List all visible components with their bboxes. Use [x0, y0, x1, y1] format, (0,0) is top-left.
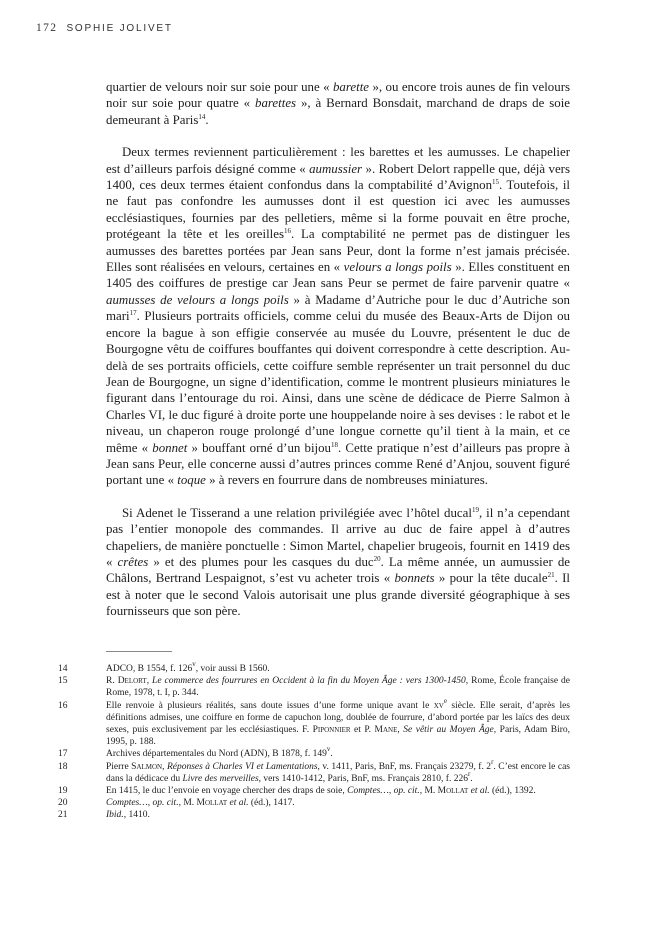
- text-run: Archives départementales du Nord (ADN), B 1878, f. 149: [106, 749, 327, 760]
- century-numeral: xv: [433, 700, 444, 711]
- text-run: » et des plumes pour les casques du duc: [148, 554, 374, 569]
- italic-abbrev: et al.: [229, 798, 249, 809]
- footnote-text: [106, 675, 570, 699]
- footnote-number: 21: [58, 810, 68, 821]
- text-run: , 1410.: [123, 810, 150, 821]
- superscript: r: [491, 757, 494, 766]
- footnote-18: [58, 757, 570, 785]
- text-run: Elle renvoie à plusieurs réalités, sans doute issues d’une forme unique avant le: [106, 700, 434, 711]
- italic-term: barette: [332, 80, 370, 94]
- text-run: Si Adenet le Tisserand a une relation privilégiée avec l’hôtel ducal: [122, 505, 472, 520]
- italic-term: toque: [177, 473, 206, 488]
- footnote-14: [58, 660, 570, 675]
- footnote-20: [58, 797, 570, 809]
- text-run: .: [470, 773, 473, 784]
- text-run: R.: [106, 676, 118, 687]
- text-run: siècle. Elle serait, d’après les définitions admises, une coiffure en forme de capuchon long, doublée de fourrure, d’abord portée par les laïcs des deux sexes, puis exclusivement par les ecclésiastiques. F.: [106, 700, 570, 736]
- footnote-ref[interactable]: 20: [373, 554, 381, 563]
- author-name: Mane: [374, 725, 398, 736]
- text-run: Deux termes reviennent particulièrement : les barettes et les aumusses. Le chapelier est d’ailleurs parfois désigné comme «: [106, 145, 570, 176]
- text-run: , voir aussi B 1560.: [195, 664, 270, 674]
- text-run: ,: [147, 798, 153, 809]
- footnote-separator: [106, 651, 172, 652]
- text-run: ,: [397, 725, 404, 736]
- work-title: Livre des merveilles: [182, 773, 259, 784]
- paragraph-2: [106, 144, 570, 489]
- footnote-16: [58, 696, 570, 749]
- italic-abbrev: op. cit.: [152, 798, 179, 809]
- text-run: » pour la tête ducale: [434, 571, 548, 586]
- italic-abbrev: op. cit.: [393, 786, 420, 797]
- author-name: Mollat: [437, 786, 469, 797]
- footnote-text: [106, 785, 570, 797]
- text-run: ». Elles constituent en 1405 des coiffures de prestige car Jean sans Peur se permet de faire parvenir quatre «: [106, 260, 570, 291]
- work-title: Réponses à Charles VI et Lamentations: [166, 761, 318, 772]
- author-name: Mollat: [196, 798, 228, 809]
- footnote-number: 17: [58, 749, 68, 760]
- work-title: Se vêtir au Moyen Âge: [403, 725, 494, 736]
- footnote-number: 19: [58, 786, 68, 797]
- text-run: ,: [388, 786, 394, 797]
- superscript: v: [192, 660, 196, 668]
- footnote-text: [106, 809, 570, 821]
- footnote-number: 14: [58, 664, 68, 674]
- text-run: , Paris, Adam Biro, 1995, p. 188.: [106, 725, 570, 748]
- running-head: [36, 22, 173, 34]
- italic-term: aumusses de velours a longs poils: [106, 292, 289, 307]
- work-title: Comptes…: [106, 798, 148, 809]
- text-run: , M.: [419, 786, 438, 797]
- main-text: [106, 79, 570, 620]
- footnote-21: [58, 809, 570, 821]
- text-run: », à Bernard Bonsdait, marchand de draps de soie demeurant à Paris: [106, 96, 571, 127]
- italic-term: bonnet: [152, 440, 188, 455]
- text-run: . Plusieurs portraits officiels, comme celui du musée des Beaux-Arts de Dijon ou encore la bague à son effigie conservée au musée du Louvre, présentent le duc de Bourgogne vêtu de coiffures bouffantes qui doivent correspondre à cette description. Au-delà de ses portraits officiels, cette coiffure semble représenter un trait personnel du duc Jean de Bourgogne, un signe d’identification, comme le montrent plusieurs miniatures le figurant dans l’entourage du roi. Ainsi, dans une scène de dédicace de Pierre Salmon à Charles VI, le duc figuré à droite porte une houppelande noire à ses devises : le rabot et le niveau, un chaperon rouge prolongé d’une longue cornette qu’il tient à la main, et ce même «: [106, 309, 570, 455]
- text-run: . C’est encore le cas dans la dédicace du: [106, 761, 570, 784]
- footnote-15: [58, 675, 570, 699]
- text-run: (éd.), 1417.: [248, 798, 295, 809]
- footnote-number: 18: [58, 761, 68, 772]
- running-head-author: SOPHIE JOLIVET: [66, 23, 173, 34]
- footnote-ref[interactable]: 14: [198, 112, 206, 121]
- footnote-text: [106, 660, 570, 675]
- italic-term: bonnets: [394, 571, 435, 586]
- footnote-number: 15: [58, 676, 68, 687]
- text-run: . La même année, un aumussier de Châlons, Bertrand Lespaignot, s’est vu acheter trois «: [106, 554, 570, 586]
- text-run: (éd.), 1392.: [489, 786, 536, 797]
- text-run: », ou encore trois aunes de fin velours noir sur soie pour quatre «: [106, 80, 571, 111]
- text-run: . Il est à noter que le second Valois autorisait une plus grande diversité géographique à ses fournisseurs que son père.: [106, 571, 570, 619]
- footnote-ref[interactable]: 21: [547, 571, 555, 580]
- text-run: , il n’a cependant pas l’entier monopole des commandes. Il arrive au duc de faire appel à d’autres chapeliers, de manière ponctuelle : Simon Martel, chapelier brugeois, fournit en 1419 des «: [106, 505, 571, 569]
- text-run: » à Madame d’Autriche pour le duc d’Autriche son mari: [106, 292, 570, 324]
- superscript: v: [326, 745, 331, 754]
- italic-term: barettes: [255, 96, 297, 111]
- author-name: Salmon: [131, 761, 163, 772]
- paragraph-1: [106, 79, 570, 128]
- author-name: Delort: [117, 676, 147, 687]
- italic-abbrev: et al.: [470, 786, 490, 797]
- footnote-number: 20: [58, 798, 68, 809]
- text-run: ». Robert Delort rappelle que, déjà vers 1400, ces deux termes étaient confondus dans la comptabilité d’Avignon: [106, 161, 570, 193]
- text-run: Pierre: [106, 761, 132, 772]
- italic-abbrev: Ibid.: [106, 810, 124, 821]
- italic-term: crêtes: [117, 554, 149, 569]
- footnote-ref[interactable]: 19: [471, 505, 479, 514]
- text-run: quartier de velours noir sur soie pour une «: [106, 80, 333, 94]
- footnote-ref[interactable]: 18: [331, 440, 339, 449]
- page-number: 172: [36, 22, 58, 34]
- footnote-text: [106, 696, 570, 749]
- work-title: Le commerce des fourrures en Occident à la fin du Moyen Âge : vers 1300-1450: [152, 676, 466, 687]
- text-run: . La comptabilité ne permet pas de distinguer les aumusses des barettes portées par Jean sans Peur, dont la forme n’est jamais précisée. Elles sont réalisées en velours, certaines en «: [106, 227, 570, 275]
- text-run: , vers 1410-1412, Paris, BnF, ms. Français 2810, f. 226: [258, 773, 468, 784]
- text-run: , v. 1411, Paris, BnF, ms. Français 23279, f. 2: [317, 761, 492, 772]
- work-title: Comptes…: [347, 786, 389, 797]
- text-run: et P.: [350, 725, 375, 736]
- footnote-ref[interactable]: 15: [492, 178, 500, 187]
- footnote-text: [106, 797, 570, 809]
- text-run: ,: [146, 676, 153, 687]
- text-run: ,: [162, 761, 167, 772]
- footnote-ref[interactable]: 16: [283, 227, 291, 236]
- footnote-number: 16: [58, 700, 68, 711]
- text-run: » bouffant orné d’un bijou: [187, 440, 332, 455]
- text-run: , M.: [178, 798, 197, 809]
- text-run: , Rome, École française de Rome, 1978, t. I, p. 344.: [106, 676, 570, 699]
- text-run: » à revers en fourrure dans de nombreuses miniatures.: [205, 473, 488, 488]
- superscript: e: [443, 696, 447, 705]
- text-run: . Cette pratique n’est d’ailleurs pas propre à Jean sans Peur, elle concerne aussi d’autres princes comme René d’Anjou, souvent figuré portant une «: [106, 440, 571, 488]
- footnote-text: [106, 757, 570, 785]
- text-run: .: [205, 112, 209, 127]
- footnote-text: [106, 745, 570, 760]
- text-run: . Toutefois, il ne faut pas confondre les aumusses dont il est question ici avec les aumusses ecclésiastiques, fournies par des pelletiers, même si la forme pouvait en être proche, protégeant la tête et les oreilles: [106, 178, 570, 242]
- text-run: En 1415, le duc l’envoie en voyage chercher des draps de soie,: [106, 786, 348, 797]
- paragraph-3: [106, 505, 570, 620]
- footnotes: [58, 660, 570, 822]
- italic-term: aumussier: [309, 161, 363, 176]
- footnote-ref[interactable]: 17: [129, 309, 137, 318]
- author-name: Piponnier: [312, 725, 351, 736]
- footnote-19: [58, 785, 570, 797]
- text-run: .: [330, 749, 333, 760]
- text-run: ADCO, B 1554, f. 126: [106, 664, 193, 674]
- italic-term: velours a longs poils: [343, 260, 452, 275]
- superscript: r: [467, 769, 471, 778]
